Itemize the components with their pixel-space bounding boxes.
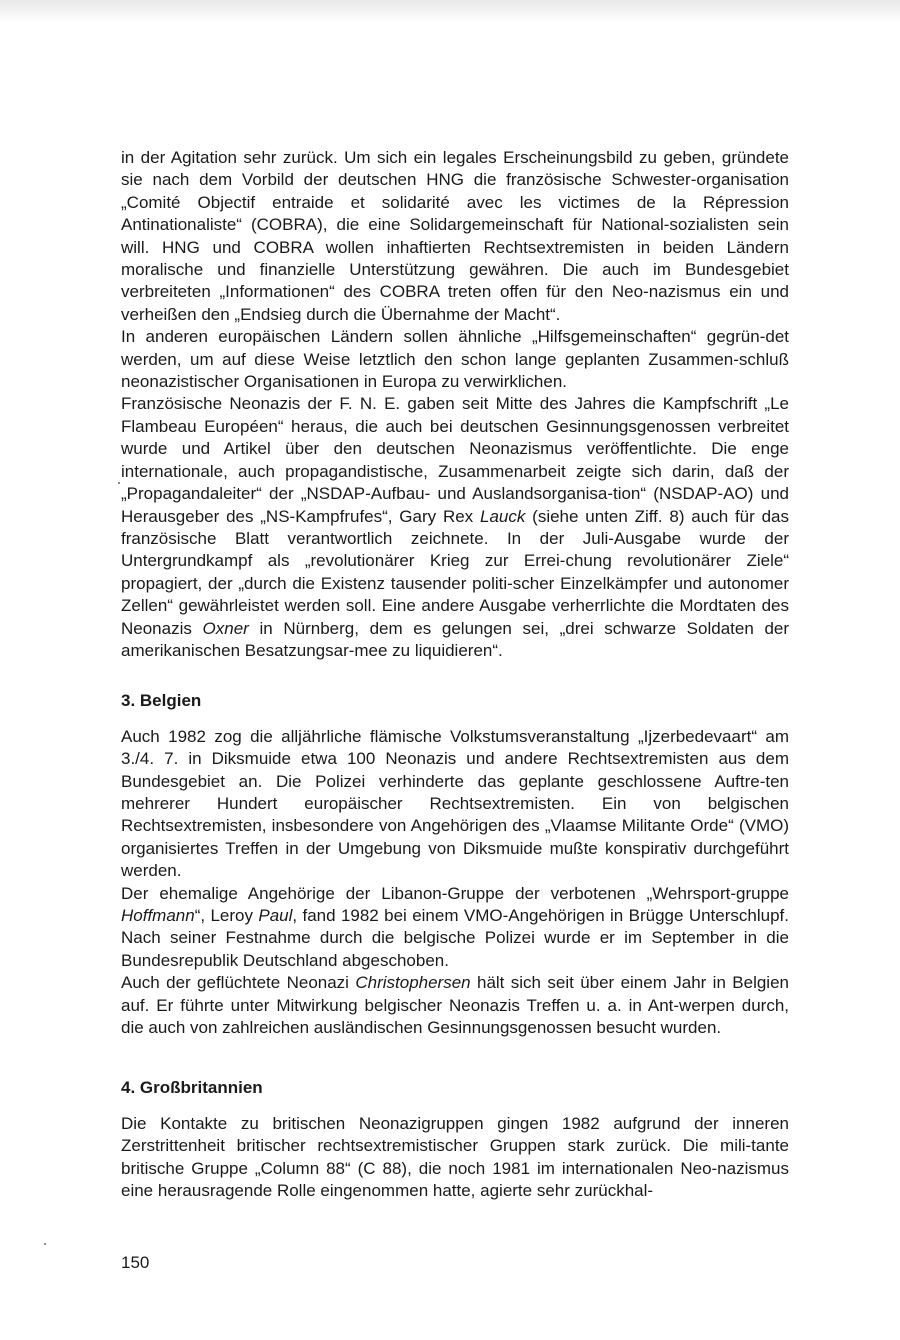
paragraph-text: Die Kontakte zu britischen Neonazigruppen gingen 1982 aufgrund der inneren Zerstrittenheit britischer rechtsextremistischer Gruppen stark zurück. Die mili-tante britische Gruppe „Column 88“ (C 88), die noch 1981 im internationalen Neo-nazismus eine herausragende Rolle eingenommen hatte, agierte sehr zurückhal- bbox=[121, 1113, 789, 1201]
paragraph-wehrsportgruppe bbox=[121, 883, 789, 973]
paragraph-cobra bbox=[121, 147, 789, 326]
scan-edge bbox=[0, 0, 900, 22]
paragraph-text: Französische Neonazis der F. N. E. gaben seit Mitte des Jahres die Kampfschrift „Le Flambeau Européen“ heraus, die auch bei deutschen Gesinnungsgenossen verbreitet wurde und Artikel über den deutschen Neonazismus veröffentlichte. Die enge internationale, auch propagandistische, Zusammenarbeit zeigte sich darin, daß der „Propagandaleiter“ der „NSDAP-Aufbau- und Auslandsorganisa-tion“ (NSDAP-AO) und Herausgeber des „NS-Kampfrufes“, Gary Rex bbox=[121, 394, 789, 526]
paragraph-text: Auch der geflüchtete Neonazi bbox=[121, 973, 349, 993]
paragraph-text: (siehe unten Ziff. 8) auch für das französische Blatt verantwortlich zeichnete. In der Juli-Ausgabe wurde der Untergrundkampf als „revolutionärer Krieg zur Errei-chung revolutionärer Ziele“ propagiert, der „durch die Existenz tausender politi-scher Einzelkämpfer und autonomer Zellen“ gewährleistet werden soll. Eine andere Ausgabe verherrlichte die Mordtaten des Neonazis bbox=[121, 506, 789, 638]
person-name-paul: Paul bbox=[258, 906, 293, 925]
paragraph-flambeau bbox=[121, 393, 789, 662]
person-name-christophersen: Christophersen bbox=[355, 973, 471, 993]
person-name-hoffmann: Hoffmann bbox=[121, 906, 195, 925]
page-number: 150 bbox=[121, 1253, 150, 1272]
paragraph-text: “, Leroy bbox=[194, 906, 253, 925]
section-heading-belgien: 3. Belgien bbox=[121, 691, 202, 711]
paragraph-ijzerbedevaart bbox=[121, 726, 789, 883]
paragraph-hilfsgemeinschaften bbox=[121, 326, 789, 393]
paragraph-text: in Nürnberg, dem es gelungen sei, „drei schwarze Soldaten der amerikanischen Besatzungsar-mee zu liquidieren“. bbox=[121, 618, 790, 660]
scan-speck bbox=[118, 482, 120, 484]
section-heading-grossbritannien: 4. Großbritannien bbox=[121, 1078, 263, 1098]
paragraph-text: hält sich seit über einem Jahr in Belgien auf. Er führte unter Mitwirkung belgischer Neonazis Treffen u. a. in Ant-werpen durch, die auch von zahlreichen ausländischen Gesinnungsgenossen besucht wurden. bbox=[121, 973, 789, 1038]
person-name-oxner: Oxner bbox=[202, 618, 249, 638]
paragraph-text: In anderen europäischen Ländern sollen ähnliche „Hilfsgemeinschaften“ gegrün-det werden, um auf diese Weise letztlich den schon lange geplanten Zusammen-schluß neonazistischer Organisationen in Europa zu verwirklichen. bbox=[121, 327, 789, 392]
person-name-lauck: Lauck bbox=[479, 506, 526, 526]
paragraph-text: , fand 1982 bei einem VMO-Angehörigen in Brügge Unterschlupf. Nach seiner Festnahme durch die belgische Polizei wurde er im September in die Bundesrepublik Deutschland abgeschoben. bbox=[121, 906, 789, 970]
scan-speck bbox=[44, 1243, 46, 1245]
paragraph-text: Auch 1982 zog die alljährliche flämische Volkstumsveranstaltung „Ijzerbedevaart“ am 3./4. 7. in Diksmuide etwa 100 Neonazis und andere Rechtsextremisten aus dem Bundesgebiet an. Die Polizei verhinderte das geplante geschlossene Auftre-ten mehrerer Hundert europäischer Rechtsextremisten. Ein von belgischen Rechtsextremisten, insbesondere von Angehörigen des „Vlaamse Militante Orde“ (VMO) organisiertes Treffen in der Umgebung von Diksmuide mußte konspirativ durchgeführt werden. bbox=[121, 726, 789, 881]
paragraph-text: Der ehemalige Angehörige der Libanon-Gruppe der verbotenen „Wehrsport-gruppe bbox=[121, 883, 789, 903]
paragraph-column-88 bbox=[121, 1113, 789, 1203]
paragraph-text: in der Agitation sehr zurück. Um sich ein legales Erscheinungsbild zu geben, gründete sie nach dem Vorbild der deutschen HNG die französische Schwester-organisation „Comité Objectif entraide et solidarité avec les victimes de la Répression Antinationaliste“ (COBRA), die eine Solidargemeinschaft für National-sozialisten sein will. HNG und COBRA wollen inhaftierten Rechtsextremisten in beiden Ländern moralische und finanzielle Unterstützung gewähren. Die auch im Bundesgebiet verbreiteten „Informationen“ des COBRA treten offen für den Neo-nazismus ein und verheißen den „Endsieg durch die Übernahme der Macht“. bbox=[121, 148, 789, 324]
page-body bbox=[121, 147, 789, 1202]
paragraph-christophersen bbox=[121, 972, 789, 1039]
